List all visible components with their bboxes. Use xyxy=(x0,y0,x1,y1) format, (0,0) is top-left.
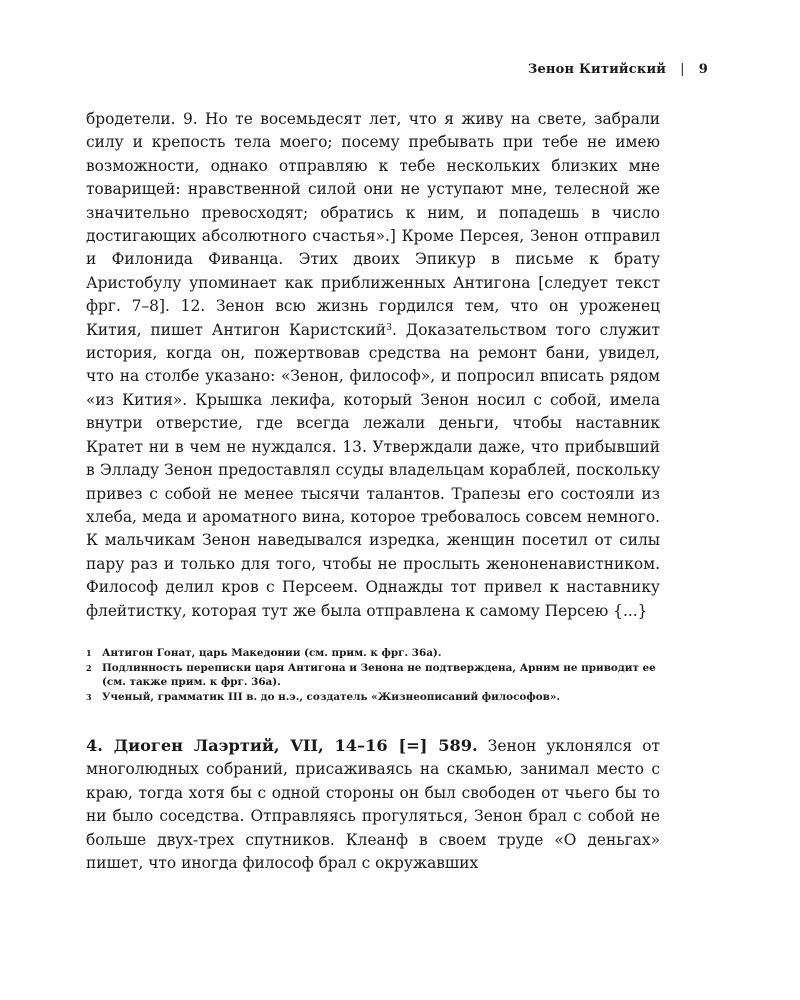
footnotes xyxy=(86,646,660,704)
footnote-number: 3 xyxy=(86,691,92,702)
footnote-text: Антигон Гонат, царь Македонии (см. прим. к фрг. 36а). xyxy=(102,647,442,659)
page-number: 9 xyxy=(698,62,708,77)
footnote-ref: 3 xyxy=(386,321,392,333)
main-text xyxy=(86,108,660,623)
footnote xyxy=(86,646,660,661)
paragraph-text: . Доказательством того служит история, когда он, пожертвовав средства на ремонт бани, увидел, что на столбе указано: «Зенон, философ», и попросил вписать рядом «из Кития». Крышка лекифа, который Зенон носил с собой, имела внутри отверстие, где всегда лежали деньги, чтобы наставник Кратет ни в чем не нуждался. 13. Утверждали даже, что прибывший в Элладу Зенон предоставлял ссуды владельцам кораблей, поскольку привез с собой не менее тысячи талантов. Трапезы его состояли из хлеба, меда и ароматного вина, которое требовалось совсем немного. К мальчикам Зенон наведывался изредка, женщин посетил от силы пару раз и только для того, чтобы не прослыть женоненавистником. Философ делил кров с Персеем. Однажды тот привел к наставнику флейтистку, которая тут же была отправлена к самому Персею {...} xyxy=(86,320,660,620)
paragraph xyxy=(86,108,660,623)
footnote-text: Подлинность переписки царя Антигона и Зенона не подтверждена, Арним не приводит ее (см. также прим. к фрг. 36а). xyxy=(102,661,656,689)
section-text xyxy=(86,734,660,875)
footnote-text: Ученый, грамматик III в. до н.э., создатель «Жизнеописаний философов». xyxy=(102,690,560,703)
footnote xyxy=(86,661,660,690)
footnote-number: 2 xyxy=(86,662,92,673)
footnote xyxy=(86,690,660,705)
paragraph-text: бродетели. 9. Но те восемьдесят лет, что я живу на свете, забрали силу и крепость тела моего; посему пребывать при тебе не имею возможности, однако отправляю к тебе нескольких близких мне товарищей: нравственной силой они не уступают мне, телесной же значительно превосходят; обратись к ним, и попадешь в число достигающих абсолютного счастья».] Кроме Персея, Зенон отправил и Филонида Фиванца. Этих двоих Эпикур в письме к брату Аристобулу упоминает как приближенных Антигона [следует текст фрг. 7–8]. 12. Зенон всю жизнь гордился тем, что он уроженец Кития, пишет Антигон Каристский xyxy=(86,110,660,339)
running-head xyxy=(528,62,708,77)
section-heading: 4. Диоген Лаэртий, VII, 14–16 [=] 589. xyxy=(86,736,478,755)
running-head-title: Зенон Китийский xyxy=(527,62,667,77)
running-head-separator: | xyxy=(680,62,685,77)
footnote-number: 1 xyxy=(86,648,92,658)
paragraph xyxy=(86,734,660,875)
paragraph-text: Зенон уклонялся от многолюдных собраний, присаживаясь на скамью, занимал место с краю, тогда хотя бы с одной стороны он был свободен от чьего бы то ни было соседства. Отправляясь прогуляться, Зенон брал с собой не больше двух-трех спутников. Клеанф в своем труде «О деньгах» пишет, что иногда философ брал с окружавших xyxy=(86,737,660,873)
